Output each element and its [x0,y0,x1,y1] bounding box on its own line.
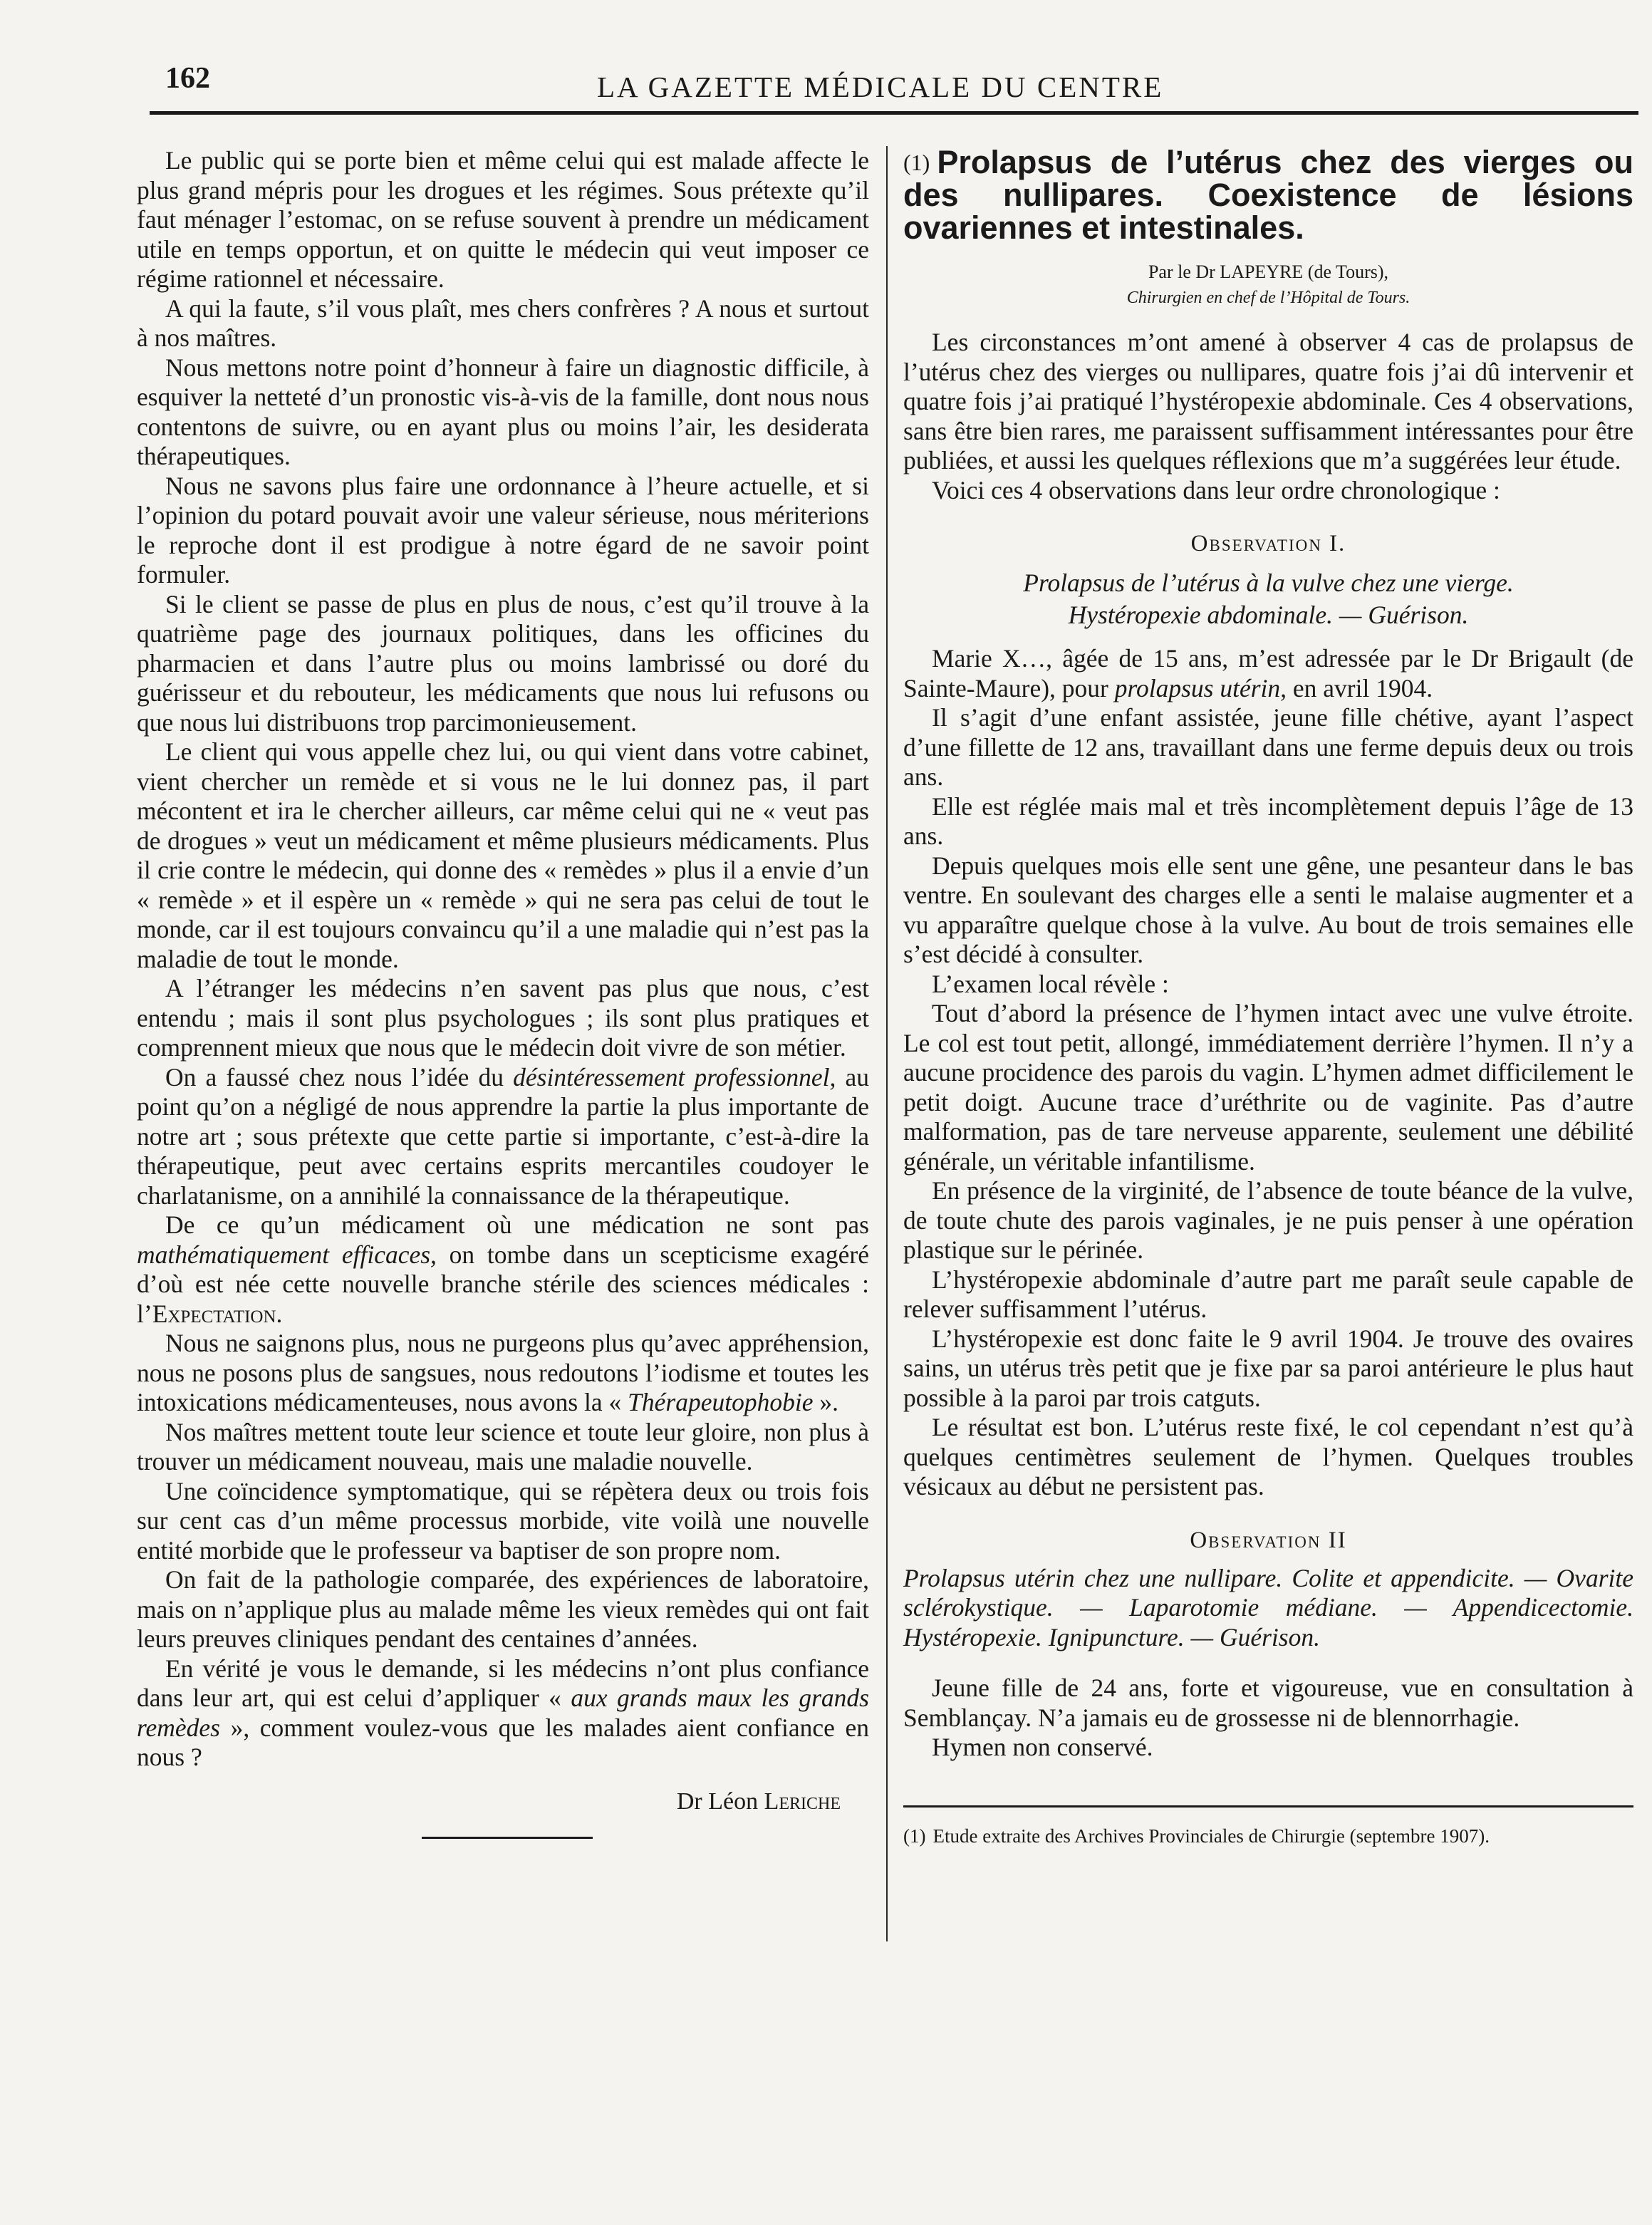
paragraph: A l’étranger les médecins n’en savent pas plus que nous, c’est entendu ; mais il sont plus psychologues ; ils sont plus pratiques et comprennent mieux que nous que le médecin doit vivre de son métier. [137,974,869,1062]
column-divider [886,146,888,1941]
footnote: (1) Etude extraite des Archives Provinciales de Chirurgie (septembre 1907). [903,1825,1490,1847]
left-column [137,146,869,1839]
observation-subtitle: Prolapsus utérin chez une nullipare. Colite et appendicite. — Ovarite sclérokystique. — Laparotomie médiane. — Appendicectomie. Hystéropexie. Ignipuncture. — Guérison. [903,1563,1633,1651]
running-title: LA GAZETTE MÉDICALE DU CENTRE [597,71,1164,103]
author-signature: Dr Léon Leriche [676,1788,841,1815]
paragraph: Le résultat est bon. L’utérus reste fixé, le col cependant n’est qu’à quelques centimètres seulement de l’hymen. Quelques troubles vésicaux au début ne persistent pas. [903,1413,1633,1500]
observation-heading: Observation I. [1190,531,1346,556]
paragraph: Si le client se passe de plus en plus de nous, c’est qu’il trouve à la quatrième page des journaux politiques, dans les officines du pharmacien et dans l’autre plus ou moins lambrissé ou doré du guérisseur et du rebouteur, les médicaments que nous lui refusons ou que nous lui distribuons trop parcimonieusement. [137,589,869,737]
byline: Par le Dr LAPEYRE (de Tours), [1148,261,1389,282]
end-rule [422,1837,593,1839]
paragraph: L’hystéropexie est donc faite le 9 avril 1904. Je trouve des ovaires sains, un utérus très petit que je fixe par sa paroi antérieure le plus haut possible à la paroi par trois catguts. [903,1324,1633,1412]
paragraph: Depuis quelques mois elle sent une gêne, une pesanteur dans le bas ventre. En soulevant des charges elle a senti le malaise augmenter et a vu apparaître quelque chose à la vulve. Au bout de trois semaines elle s’est décidé à consulter. [903,851,1633,968]
article-title: $^{(1)}$ Prolapsus de l’utérus chez des vierges ou des nullipares. Coexistence de lésions ovariennes et intestinales. [903,144,1633,246]
paragraph: Nous ne saignons plus, nous ne purgeons plus qu’avec appréhension, nous ne posons plus de sangsues, nous redoutons l’iodisme et toutes les intoxications médicamenteuses, nous avons la « Thérapeutophobie ». [137,1329,869,1416]
paragraph: En vérité je vous le demande, si les médecins n’ont plus confiance dans leur art, qui est celui d’appliquer « aux grands maux les grands remèdes », comment voulez-vous que les malades aient confiance en nous ? [137,1654,869,1771]
observation-heading: Observation II [1190,1527,1347,1553]
observation-subtitle: Prolapsus de l’utérus à la vulve chez une vierge. Hystéropexie abdominale. — Guérison. [1023,569,1514,629]
paragraph: Le client qui vous appelle chez lui, ou qui vient dans votre cabinet, vient chercher un remède et si vous ne le lui donnez pas, il part mécontent et ira le chercher ailleurs, car même celui qui ne « veut pas de drogues » veut un médicament et même plusieurs médicaments. Plus il crie contre le médecin, qui donne des « remèdes » plus il a envie d’un « remède » et il espère un « remède » qui ne sera pas celui de tout le monde, car il est toujours convaincu qu’il a une maladie qui n’est pas la maladie de tout le monde. [137,737,869,973]
paragraph: Il s’agit d’une enfant assistée, jeune fille chétive, ayant l’aspect d’une fillette de 12 ans, travaillant dans une ferme depuis deux ou trois ans. [903,703,1633,791]
paragraph: Hymen non conservé. [932,1733,1153,1761]
paragraph: Une coïncidence symptomatique, qui se répètera deux ou trois fois sur cent cas d’un même processus morbide, vite voilà une nouvelle entité morbide que le professeur va baptiser de son propre nom. [137,1476,869,1565]
paragraph: En présence de la virginité, de l’absence de toute béance de la vulve, de toute chute des parois vaginales, je ne puis penser à une opération plastique sur le périnée. [903,1176,1633,1264]
paragraph: Nous mettons notre point d’honneur à faire un diagnostic difficile, à esquiver la netteté d’un pronostic vis-à-vis de la famille, dont nous nous contentons de suivre, ou en ayant plus ou moins l’air, les desiderata thérapeutiques. [137,353,869,470]
paragraph: L’examen local révèle : [932,969,1169,998]
paragraph: Marie X…, âgée de 15 ans, m’est adressée par le Dr Brigault (de Sainte-Maure), pour prolapsus utérin, en avril 1904. [903,644,1633,702]
paragraph: On fait de la pathologie comparée, des expériences de laboratoire, mais on n’applique plus au malade même les vieux remèdes qui ont fait leurs preuves cliniques pendant des centaines d’années. [137,1565,869,1653]
paragraph: L’hystéropexie abdominale d’autre part me paraît seule capable de relever suffisamment l’utérus. [903,1265,1633,1323]
affiliation: Chirurgien en chef de l’Hôpital de Tours. [1126,289,1411,307]
right-column [903,146,1633,1848]
paragraph: Nous ne savons plus faire une ordonnance à l’heure actuelle, et si l’opinion du potard pouvait avoir une valeur sérieuse, nous mériterions le reproche dont il est prodigue à notre égard de ne savoir point formuler. [137,471,869,588]
paragraph: Nos maîtres mettent toute leur science et toute leur gloire, non plus à trouver un médicament nouveau, mais une maladie nouvelle. [137,1417,869,1475]
header-rule [150,111,1638,115]
paragraph: Tout d’abord la présence de l’hymen intact avec une vulve étroite. Le col est tout petit, allongé, immédiatement derrière l’hymen. Il n’y a aucune procidence des parois du vagin. L’hymen admet difficilement le petit doigt. Aucune trace d’uréthrite ou de vaginite. Pas d’autre malformation, pas de tare nerveuse apparente, seulement une débilité générale, un véritable infantilisme. [903,999,1633,1176]
page-number: 162 [165,62,210,95]
paragraph: Le public qui se porte bien et même celui qui est malade affecte le plus grand mépris pour les drogues et les régimes. Sous prétexte qu’il faut ménager l’estomac, on se refuse souvent à prendre un médicament utile en temps opportun, et on quitte le médecin qui veut imposer ce régime rationnel et nécessaire. [137,146,869,293]
paragraph: De ce qu’un médicament où une médication ne sont pas mathématiquement efficaces, on tombe dans un scepticisme exagéré d’où est née cette nouvelle branche stérile des sciences médicales : l’Expectation. [137,1210,869,1328]
paragraph: Elle est réglée mais mal et très incomplètement depuis l’âge de 13 ans. [903,792,1633,850]
footnote-rule [903,1805,1633,1808]
paragraph: On a faussé chez nous l’idée du désintéressement professionnel, au point qu’on a négligé de nous apprendre la partie la plus importante de notre art ; sous prétexte que cette partie si importante, c’est-à-dire la thérapeutique, peut avec certains esprits mercantiles coudoyer le charlatanisme, on a annihilé la connaissance de la thérapeutique. [137,1062,869,1210]
paragraph: Jeune fille de 24 ans, forte et vigoureuse, vue en consultation à Semblançay. N’a jamais eu de grossesse ni de blennorrhagie. [903,1674,1633,1732]
paragraph: Les circonstances m’ont amené à observer 4 cas de prolapsus de l’utérus chez des vierges ou nullipares, quatre fois j’ai dû intervenir et quatre fois j’ai pratiqué l’hystéropexie abdominale. Ces 4 observations, sans être bien rares, me paraissent suffisamment intéressantes pour être publiées, et aussi les quelques réflexions que m’a suggérées leur étude. [903,328,1633,474]
paragraph: A qui la faute, s’il vous plaît, mes chers confrères ? A nous et surtout à nos maîtres. [137,294,869,352]
paragraph: Voici ces 4 observations dans leur ordre chronologique : [932,475,1500,504]
